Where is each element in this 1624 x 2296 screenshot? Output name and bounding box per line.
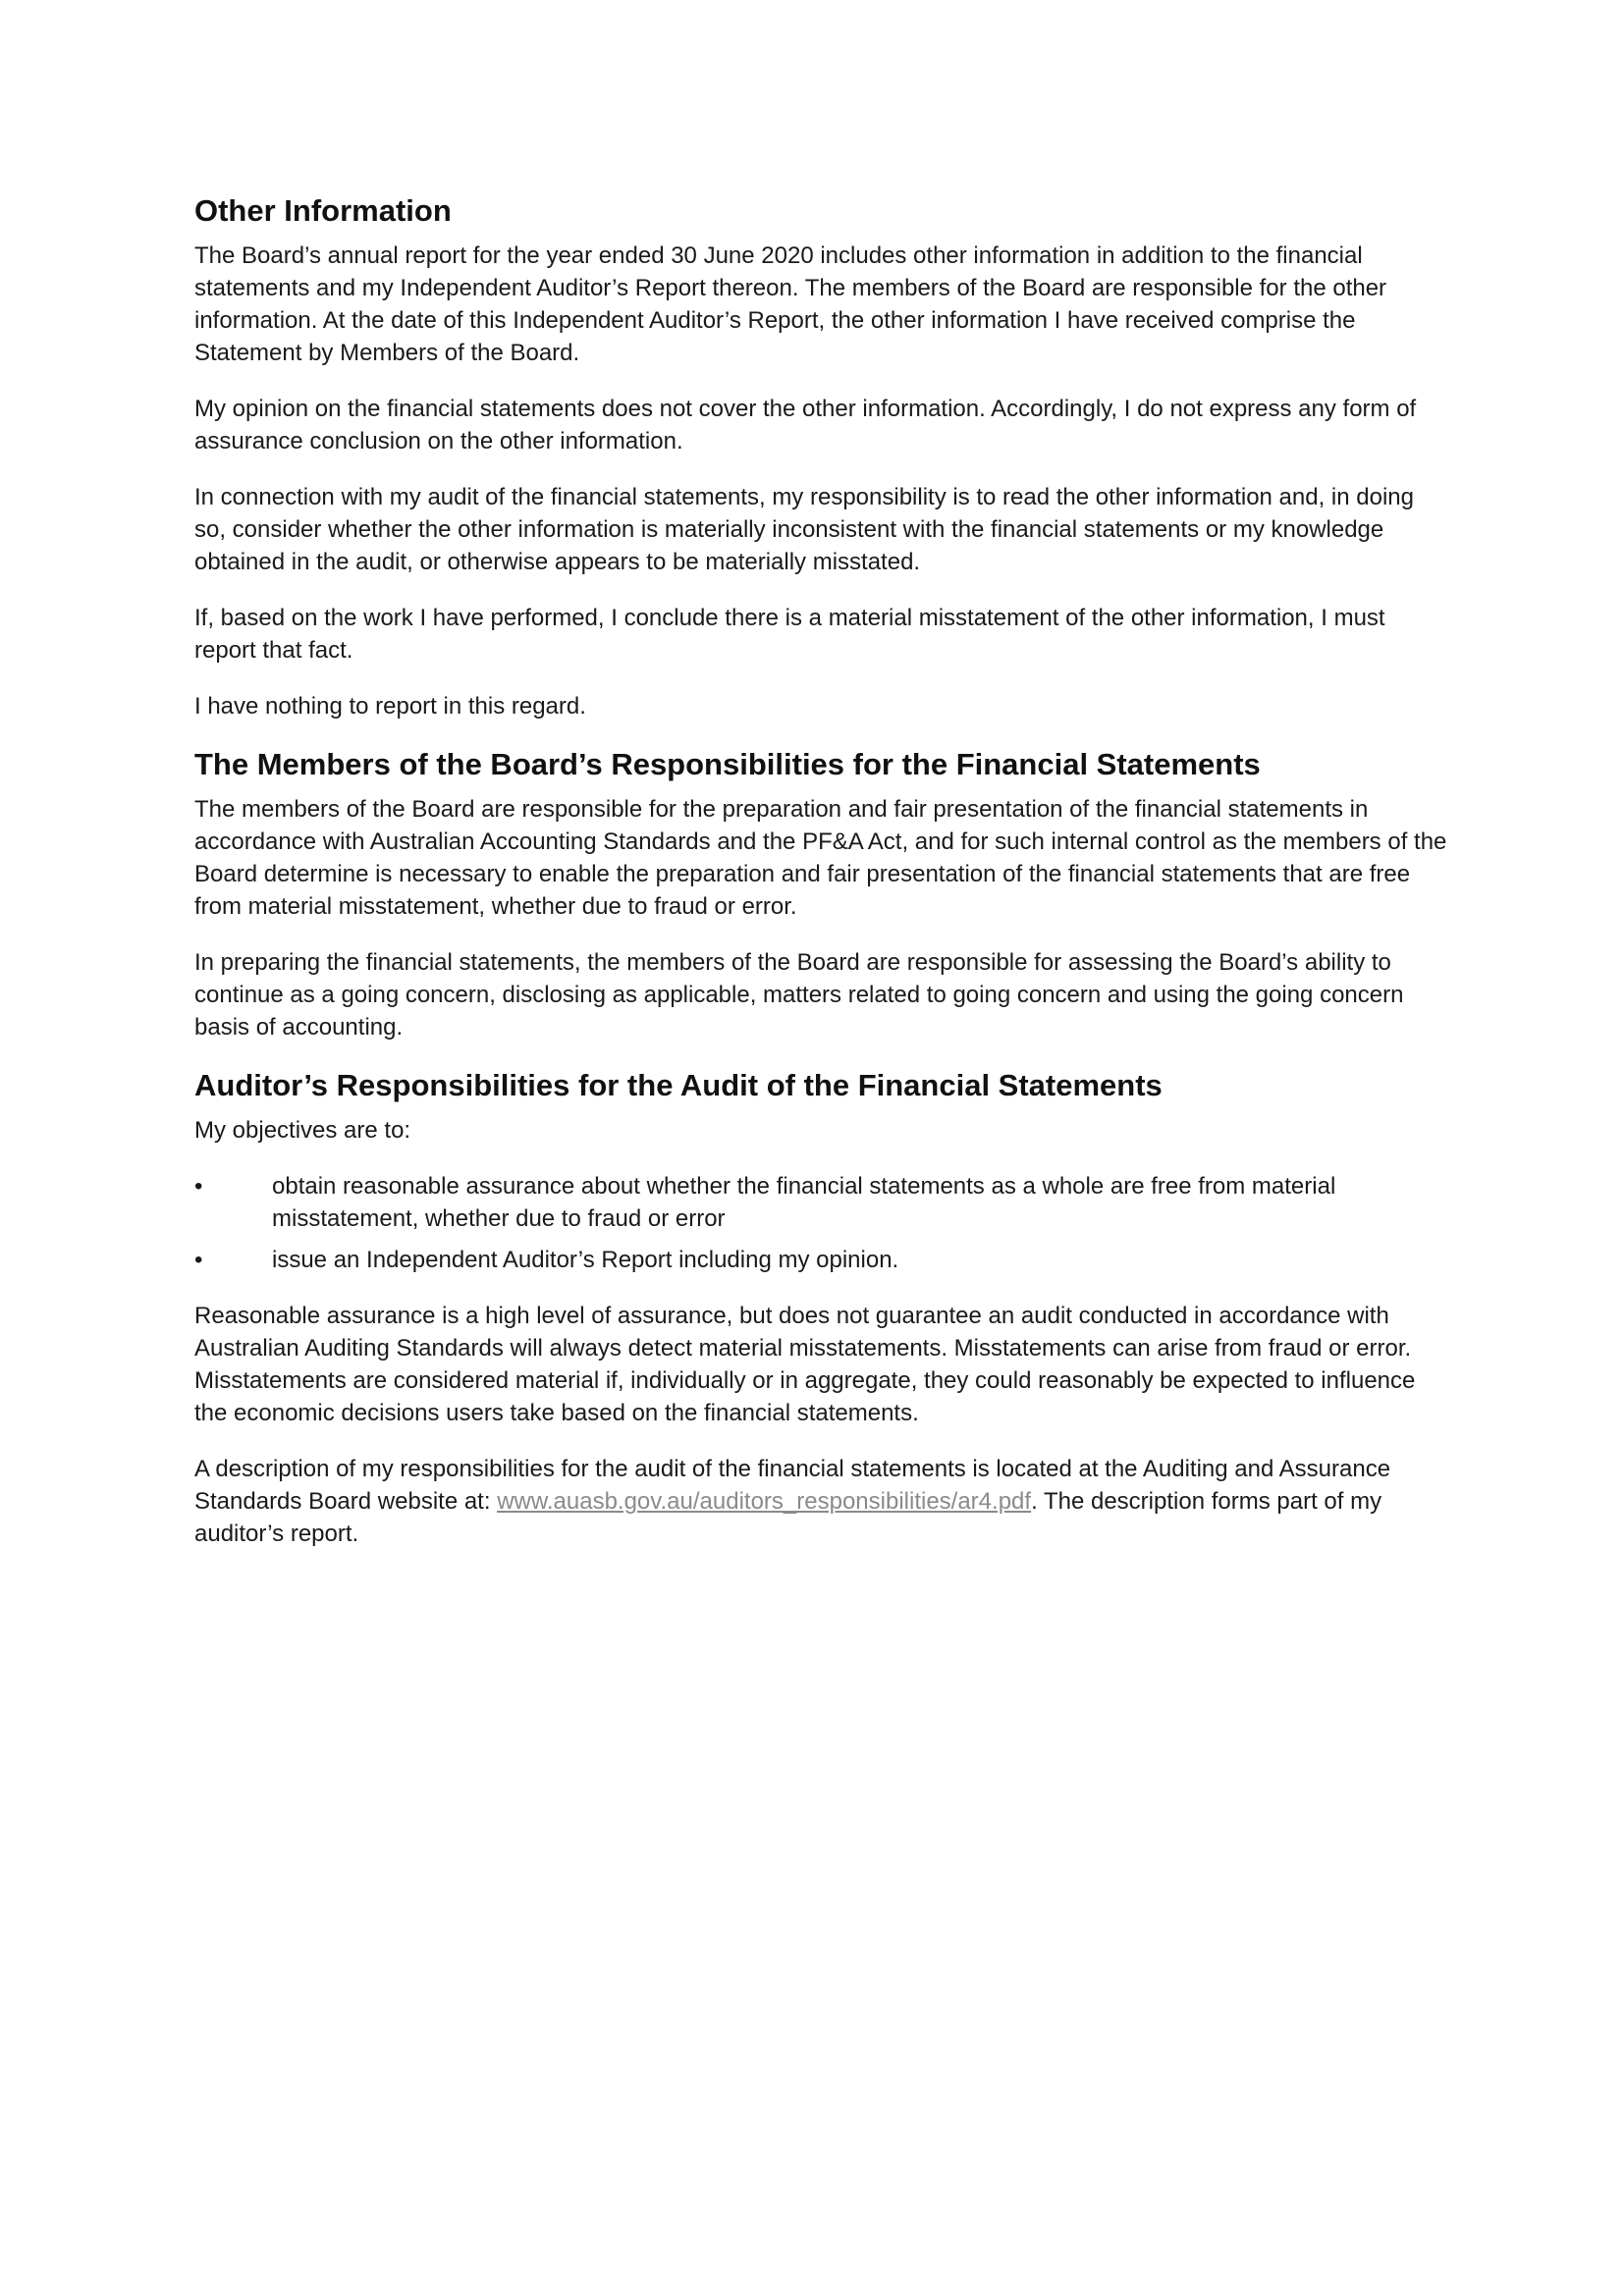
paragraph: The Board’s annual report for the year ended 30 June 2020 includes other information in addition to the financial statements and my Independent Auditor’s Report thereon. The members of the Board are responsible for the other information. At the date of this Independent Auditor’s Report, the other information I have received comprise the Statement by Members of the Board. [194,242,1387,366]
objectives-list [194,1170,1451,1276]
heading-other-information: Other Information [194,193,452,228]
paragraph: The members of the Board are responsible for the preparation and fair presentation of the financial statements in accordance with Australian Accounting Standards and the PF&A Act, and for such internal control as the members of the Board determine is necessary to enable the preparation and fair presentation of the financial statements that are free from material misstatement, whether due to fraud or error. [194,796,1447,920]
paragraph: Reasonable assurance is a high level of assurance, but does not guarantee an audit conducted in accordance with Australian Auditing Standards will always detect material misstatements. Misstatements can arise from fraud or error. Misstatements are considered material if, individually or in aggregate, they could reasonably be expected to influence the economic decisions users take based on the financial statements. [194,1303,1416,1426]
document-page [194,192,1451,1574]
list-item [194,1244,1451,1276]
list-item-text: obtain reasonable assurance about whether the financial statements as a whole are free from material misstatement, whether due to fraud or error [272,1173,1336,1232]
closing-text-after-link: . The description forms part of my auditor’s report. [194,1488,1382,1547]
paragraph: In preparing the financial statements, the members of the Board are responsible for assessing the Board’s ability to continue as a going concern, disclosing as applicable, matters related to going concern and using the going concern basis of accounting. [194,949,1404,1041]
heading-board-responsibilities: The Members of the Board’s Responsibilities for the Financial Statements [194,747,1261,781]
list-item [194,1170,1451,1235]
paragraph: My opinion on the financial statements does not cover the other information. Accordingly, I do not express any form of assurance conclusion on the other information. [194,396,1417,454]
list-item-text: issue an Independent Auditor’s Report including my opinion. [272,1247,899,1273]
closing-text-before-link: A description of my responsibilities for the audit of the financial statements is located at the Auditing and Assurance Standards Board website at: [194,1456,1391,1515]
paragraph: If, based on the work I have performed, I conclude there is a material misstatement of the other information, I must report that fact. [194,605,1385,664]
paragraph: I have nothing to report in this regard. [194,693,586,720]
paragraph: In connection with my audit of the financial statements, my responsibility is to read the other information and, in doing so, consider whether the other information is materially inconsistent with the financial statements or my knowledge obtained in the audit, or otherwise appears to be materially misstated. [194,484,1414,575]
auasb-responsibilities-link[interactable]: www.auasb.gov.au/auditors_responsibilities/ar4.pdf [497,1488,1032,1515]
heading-auditor-responsibilities: Auditor’s Responsibilities for the Audit of the Financial Statements [194,1068,1163,1102]
closing-paragraph [194,1453,1451,1550]
bullet-icon: • [194,1247,203,1273]
bullet-icon: • [194,1173,203,1200]
objectives-intro: My objectives are to: [194,1117,411,1144]
